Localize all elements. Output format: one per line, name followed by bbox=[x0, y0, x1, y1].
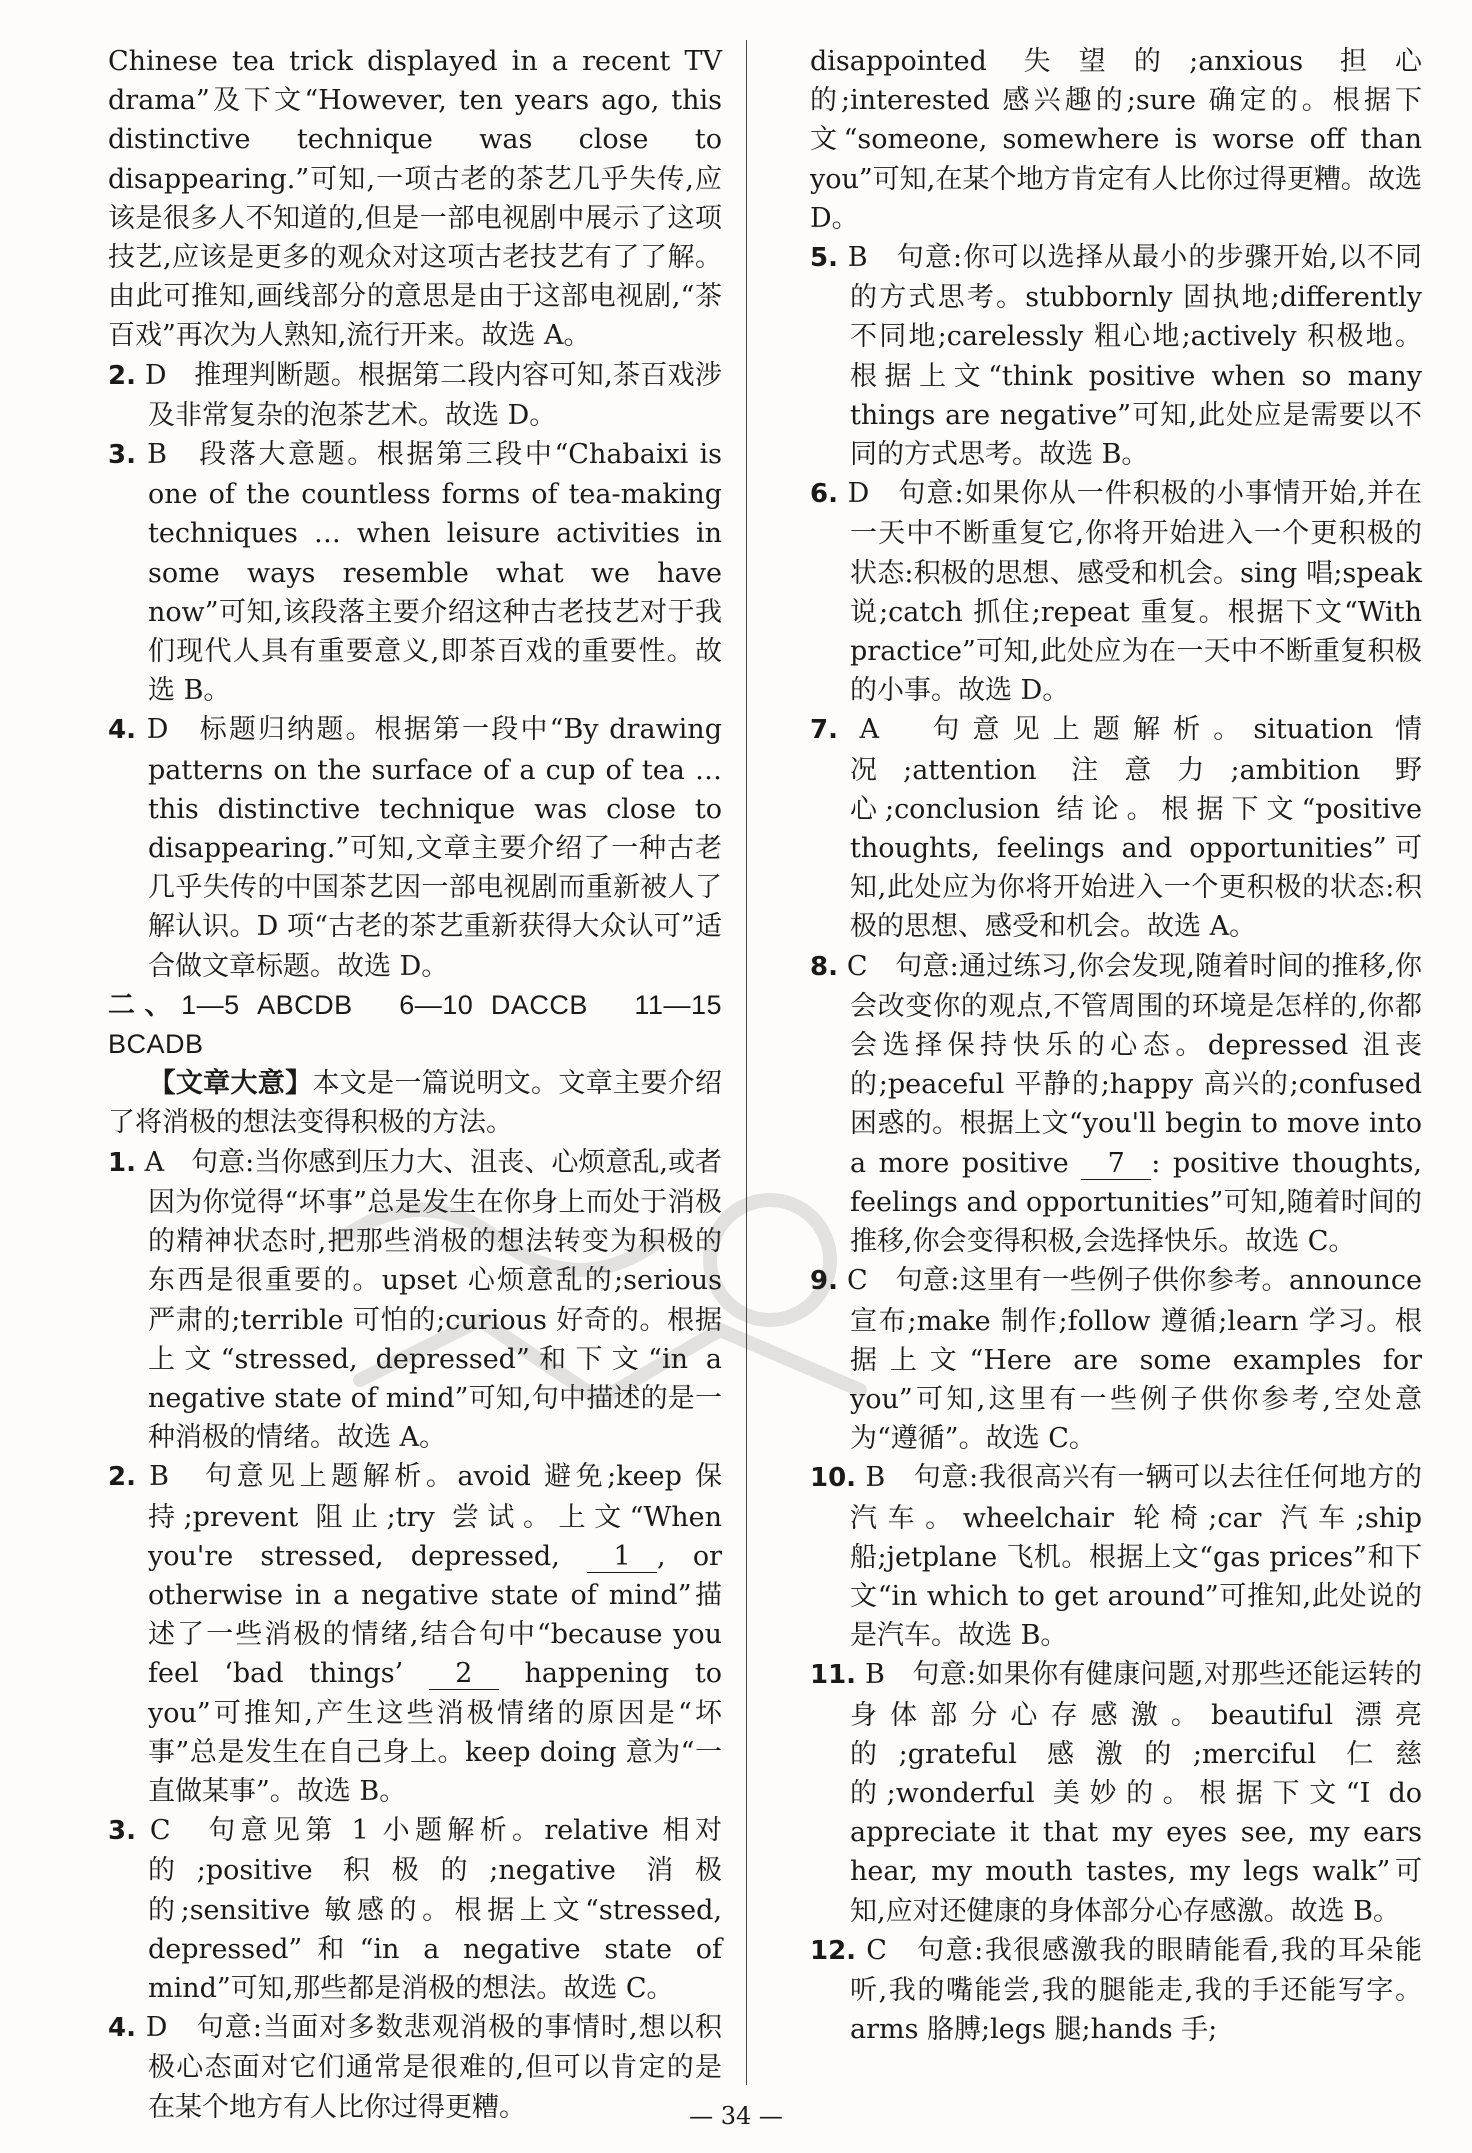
answer-item-10 bbox=[810, 1458, 1422, 1655]
blank-number: 7 bbox=[1081, 1149, 1151, 1180]
column-divider bbox=[746, 40, 747, 2085]
summary-tag: 【文章大意】 bbox=[148, 1068, 313, 1100]
answer-item-b3 bbox=[108, 1811, 722, 2008]
item-number: 9. bbox=[810, 1266, 838, 1297]
item-number: 2. bbox=[108, 360, 136, 391]
answer-item-7 bbox=[810, 710, 1422, 946]
answer-item-b1 bbox=[108, 1143, 722, 1458]
item-number: 4. bbox=[108, 2013, 136, 2044]
right-column bbox=[810, 42, 1422, 2082]
item-number: 11. bbox=[810, 1660, 857, 1691]
item-text: D 推理判断题。根据第二段内容可知,茶百戏涉及非常复杂的泡茶艺术。故选 D。 bbox=[144, 359, 722, 431]
item-number: 8. bbox=[810, 951, 838, 982]
item-text: B 句意:我很高兴有一辆可以去往任何地方的汽车。wheelchair 轮椅;car 汽车;ship 船;jetplane 飞机。根据上文“gas prices”和下文“in which to get around”可推知,此处说的是汽车。故选 B。 bbox=[850, 1462, 1423, 1652]
item-number: 10. bbox=[810, 1463, 857, 1494]
item-text: C 句意:我很感激我的眼睛能看,我的耳朵能听,我的嘴能尝,我的腿能走,我的手还能写字。arms 胳膊;legs 腿;hands 手; bbox=[850, 1934, 1422, 2046]
article-summary bbox=[108, 1064, 722, 1142]
section-label: 二、 bbox=[108, 989, 182, 1021]
item-number: 3. bbox=[108, 1816, 136, 1847]
item-text-mid: , or otherwise in a negative state of mind”描述了一些消极的情绪,结合句中“because you feel ‘bad things’ bbox=[148, 1540, 723, 1690]
item-text-pre: C 句意:通过练习,你会发现,随着时间的推移,你会改变你的观点,不管周围的环境是怎样的,你都会选择保持快乐的心态。depressed 沮丧的;peaceful 平静的;happy 高兴的;confused 困惑的。根据上文“you'll begin to move into a more positive bbox=[846, 950, 1422, 1179]
item-text: D 句意:当面对多数悲观消极的事情时,想以积极心态面对它们通常是很难的,但可以肯定的是在某个地方有人比你过得更糟。 bbox=[145, 2012, 722, 2123]
item-text-pre: B 句意见上题解析。avoid 避免;keep 保持;prevent 阻止;try 尝试。上文“When you're stressed, depressed, bbox=[148, 1461, 722, 1572]
item-text: B 句意:如果你有健康问题,对那些还能运转的身体部分心存感激。beautiful 漂亮的;grateful 感激的;merciful 仁慈的;wonderful 美妙的。根据下文“I do appreciate it that my eyes see, my ears hear, my mouth tastes, my legs walk”可知,应对还健康的身体部分心存感激。故选 B。 bbox=[850, 1659, 1422, 1927]
item-number: 2. bbox=[108, 1462, 136, 1493]
answer-item-b2 bbox=[108, 1457, 722, 1811]
left-column bbox=[108, 42, 723, 2123]
item-text-post: : positive thoughts, feelings and opportunities”可知,随着时间的推移,你会变得积极,会选择快乐。故选 C。 bbox=[850, 1147, 1422, 1258]
answer-item-a2 bbox=[108, 356, 722, 435]
item-number: 4. bbox=[108, 715, 136, 746]
summary-text: 本文是一篇说明文。文章主要介绍了将消极的想法变得积极的方法。 bbox=[108, 1068, 723, 1139]
item-text: B 句意:你可以选择从最小的步骤开始,以不同的方式思考。stubbornly 固执地;differently 不同地;carelessly 粗心地;actively 积极地。根据上文“think positive when so many things are negative”可知,此处应是需要以不同的方式思考。故选 B。 bbox=[847, 242, 1422, 471]
answer-item-6 bbox=[810, 474, 1422, 710]
blank-number: 1 bbox=[587, 1542, 657, 1573]
answer-item-12 bbox=[810, 1931, 1422, 2050]
item-number: 5. bbox=[810, 243, 838, 274]
section-two-answers bbox=[108, 986, 722, 1064]
item-text: D 句意:如果你从一件积极的小事情开始,并在一天中不断重复它,你将开始进入一个更积极的状态:积极的思想、感受和机会。sing 唱;speak 说;catch 抓住;repeat 重复。根据下文“With practice”可知,此处应为在一天中不断重复积极的小事。故选 D。 bbox=[847, 478, 1422, 707]
item-number: 1. bbox=[108, 1147, 136, 1178]
item-text-post: happening to you”可推知,产生这些消极情绪的原因是“坏事”总是发生在自己身上。keep doing 意为“一直做某事”。故选 B。 bbox=[148, 1658, 722, 1807]
item-text: D 标题归纳题。根据第一段中“By drawing patterns on the surface of a cup of tea … this distinctive technique was close to disappearing.”可知,文章主要介绍了一种古老几乎失传的中国茶艺因一部电视剧而重新被人了解认识。D 项“古老的茶艺重新获得大众认可”适合做文章标题。故选 D。 bbox=[146, 714, 722, 982]
right-continuation: disappointed 失望的;anxious 担心的;interested 感兴趣的;sure 确定的。根据下文“someone, somewhere is worse off than you”可知,在某个地方肯定有人比你过得更糟。故选 D。 bbox=[810, 46, 1422, 234]
answer-item-9 bbox=[810, 1261, 1422, 1458]
answer-item-a4 bbox=[108, 710, 722, 985]
item-text: A 句意:当你感到压力大、沮丧、心烦意乱,或者因为你觉得“坏事”总是发生在你身上而处于消极的精神状态时,把那些消极的想法转变为积极的东西是很重要的。upset 心烦意乱的;serious 严肃的;terrible 可怕的;curious 好奇的。根据上文“stressed, depressed”和下文“in a negative state of mind”可知,句中描述的是一种消极的情绪。故选 A。 bbox=[144, 1146, 722, 1454]
item-number: 3. bbox=[108, 440, 136, 471]
answer-item-11 bbox=[810, 1655, 1422, 1930]
item-text: C 句意:这里有一些例子供你参考。announce 宣布;make 制作;follow 遵循;learn 学习。根据上文“Here are some examples for you”可知,这里有一些例子供你参考,空处意为“遵循”。故选 C。 bbox=[846, 1265, 1422, 1455]
item-text: B 段落大意题。根据第三段中“Chabaixi is one of the countless forms of tea-making techniques … when leisure activities in some ways resemble what we have now”可知,该段落主要介绍这种古老技艺对于我们现代人具有重要意义,即茶百戏的重要性。故选 B。 bbox=[147, 439, 722, 707]
page-number: — 34 — bbox=[689, 2102, 783, 2130]
section-answer-list: 1—5 ABCDB 6—10 DACCB 11—15 BCADB bbox=[108, 989, 722, 1060]
item-text: A 句意见上题解析。situation 情况;attention 注意力;ambition 野心;conclusion 结论。根据下文“positive thoughts, feelings and opportunities”可知,此处应为你将开始进入一个更积极的状态:积极的思想、感受和机会。故选 A。 bbox=[850, 714, 1422, 943]
left-continuation: Chinese tea trick displayed in a recent TV drama”及下文“However, ten years ago, this distinctive technique was close to disappearing.”可知,一项古老的茶艺几乎失传,应该是很多人不知道的,但是一部电视剧中展示了这项技艺,应该是更多的观众对这项古老技艺有了了解。由此可推知,画线部分的意思是由于这部电视剧,“茶百戏”再次为人熟知,流行开来。故选 A。 bbox=[108, 46, 722, 352]
item-number: 6. bbox=[810, 479, 838, 510]
answer-item-5 bbox=[810, 238, 1422, 474]
item-number: 12. bbox=[810, 1935, 857, 1966]
item-number: 7. bbox=[810, 715, 838, 746]
item-text: C 句意见第 1 小题解析。relative 相对的;positive 积极的;negative 消极的;sensitive 敏感的。根据上文“stressed, depressed”和“in a negative state of mind”可知,那些都是消极的想法。故选 C。 bbox=[148, 1815, 722, 2004]
answer-item-a3 bbox=[108, 435, 722, 710]
answer-item-8 bbox=[810, 947, 1422, 1262]
blank-number: 2 bbox=[429, 1659, 499, 1690]
